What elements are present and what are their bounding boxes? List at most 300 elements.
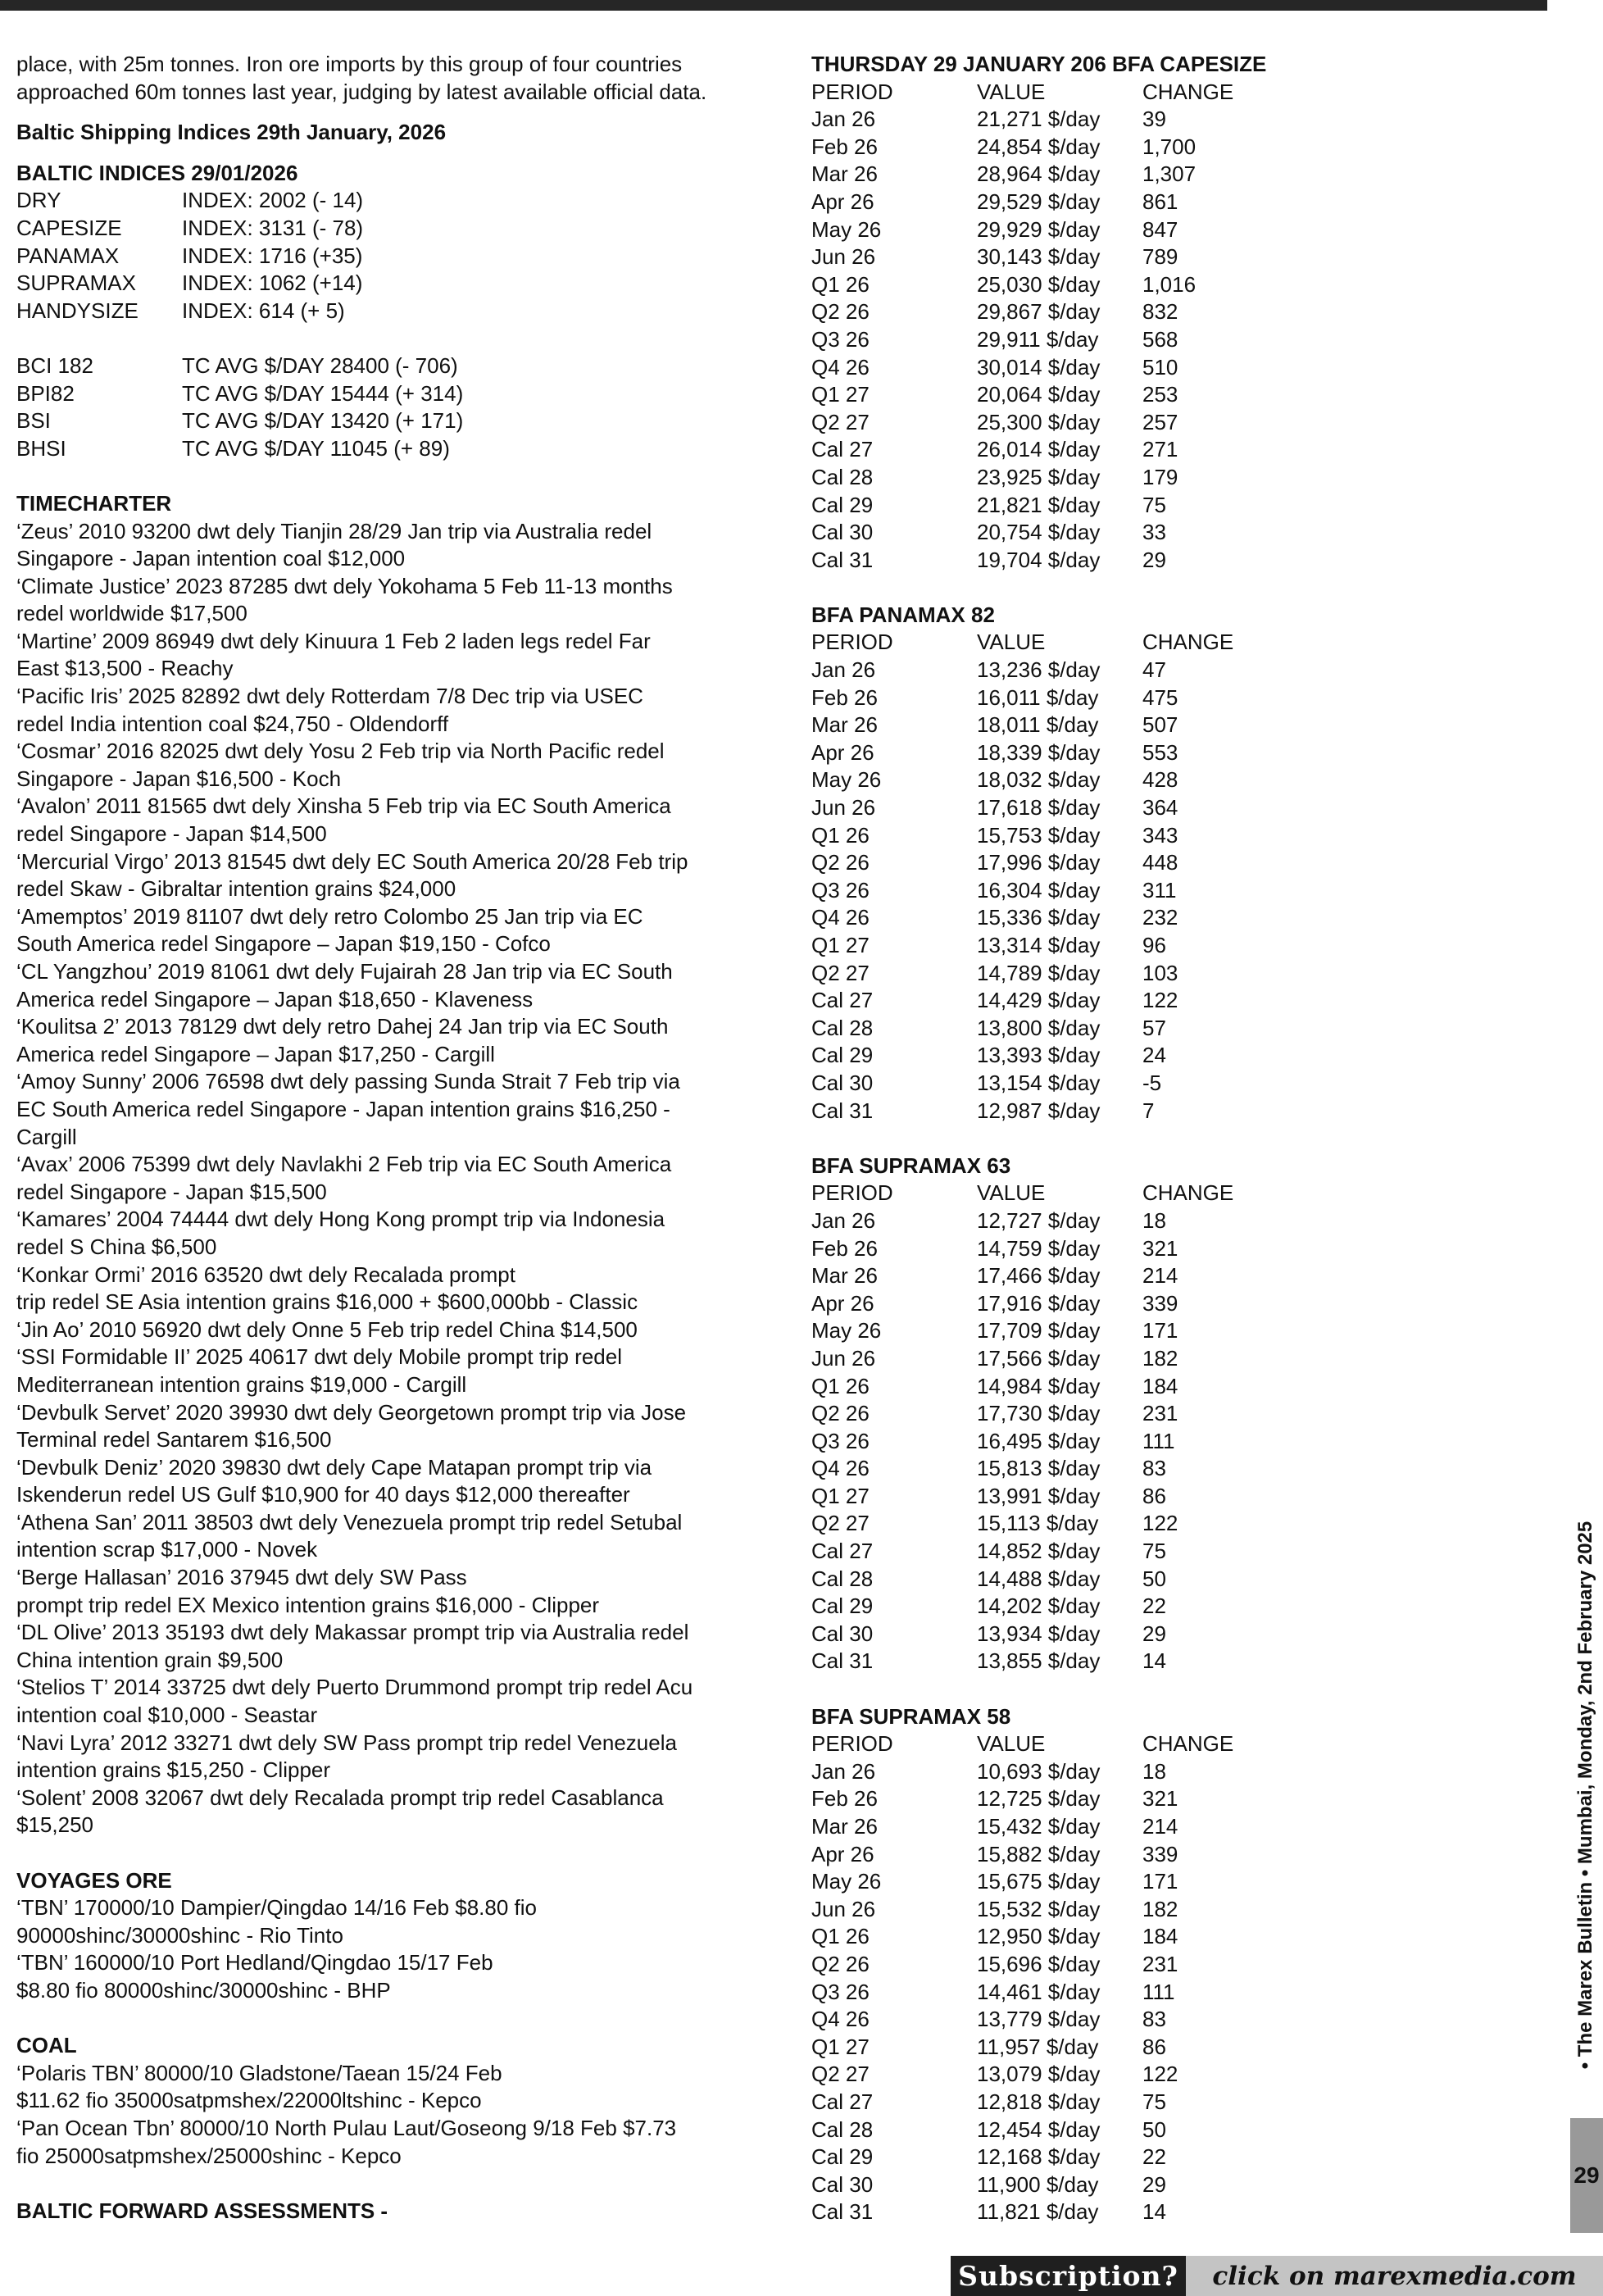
value-cell: 29,867 $/day (977, 299, 1101, 325)
bfa-table-row (811, 1345, 1385, 1373)
bfa-table-row (811, 1015, 1385, 1043)
timecharter-line: ‘Zeus’ 2010 93200 dwt dely Tianjin 28/29 Jan trip via Australia redel (16, 518, 652, 543)
tc-avg-row-value: TC AVG $/DAY 28400 (- 706) (182, 352, 458, 378)
value-cell: 11,900 $/day (977, 2171, 1099, 2197)
value-cell: 29,929 $/day (977, 216, 1101, 242)
period-cell: May 26 (811, 1869, 882, 1894)
bfa-table-row (811, 2006, 1385, 2034)
right-column (811, 51, 1385, 2226)
change-cell: 14 (1142, 2199, 1166, 2225)
index-row (16, 215, 754, 243)
timecharter-line: ‘SSI Formidable II’ 2025 40617 dwt dely Mobile prompt trip redel (16, 1344, 622, 1370)
change-cell: 29 (1142, 547, 1166, 572)
change-cell: 184 (1142, 1924, 1178, 1949)
bfa-table-row (811, 161, 1385, 189)
index-row-name: PANAMAX (16, 243, 120, 268)
timecharter-line: ‘Navi Lyra’ 2012 33271 dwt dely SW Pass prompt trip redel Venezuela (16, 1730, 677, 1755)
value-cell: 12,950 $/day (977, 1924, 1101, 1949)
change-cell: 83 (1142, 1456, 1166, 1481)
bfa-table-row (811, 657, 1385, 684)
period-cell: Feb 26 (811, 1786, 878, 1812)
timecharter-line: ‘Climate Justice’ 2023 87285 dwt dely Yokohama 5 Feb 11-13 months (16, 573, 673, 598)
bfa-table-row (811, 1648, 1385, 1675)
bfa-table (811, 1703, 1385, 2226)
change-cell: 83 (1142, 2007, 1166, 2032)
change-cell: 507 (1142, 712, 1178, 738)
bfa-table-row (811, 1979, 1385, 2007)
value-cell: 14,789 $/day (977, 960, 1101, 985)
value-cell: 26,014 $/day (977, 437, 1101, 462)
change-cell: 122 (1142, 2062, 1178, 2087)
bfa-table-row (811, 712, 1385, 739)
timecharter-line: intention grains $15,250 - Clipper (16, 1757, 331, 1783)
timecharter-line: prompt trip redel EX Mexico intention grains $16,000 - Clipper (16, 1592, 600, 1617)
column-header: CHANGE (1142, 79, 1234, 104)
value-cell: 14,852 $/day (977, 1539, 1101, 1564)
coal-line: fio 25000satpmshex/25000shinc - Kepco (16, 2143, 402, 2168)
value-cell: 18,339 $/day (977, 739, 1101, 765)
bfa-table-row (811, 436, 1385, 464)
change-cell: 122 (1142, 1511, 1178, 1536)
intro-paragraph (16, 51, 754, 106)
left-column (16, 51, 754, 2225)
change-cell: 14 (1142, 1648, 1166, 1674)
change-cell: 321 (1142, 1235, 1178, 1261)
period-cell: Cal 30 (811, 2171, 874, 2197)
period-cell: Cal 27 (811, 2089, 874, 2114)
change-cell: 29 (1142, 1621, 1166, 1646)
period-cell: Cal 31 (811, 2199, 874, 2225)
bfa-table-row (811, 1070, 1385, 1098)
value-cell: 17,466 $/day (977, 1263, 1101, 1289)
timecharter-line: ‘Avax’ 2006 75399 dwt dely Navlakhi 2 Feb trip via EC South America (16, 1152, 672, 1177)
tc-avg-row-value: TC AVG $/DAY 15444 (+ 314) (182, 380, 464, 406)
value-cell: 21,821 $/day (977, 492, 1101, 517)
value-cell: 20,064 $/day (977, 382, 1101, 407)
change-cell: 22 (1142, 2144, 1166, 2170)
index-row-name: DRY (16, 188, 61, 213)
change-cell: -5 (1142, 1070, 1162, 1095)
period-cell: Q2 27 (811, 2062, 870, 2087)
voyage-line: $8.80 fio 80000shinc/30000shinc - BHP (16, 1977, 391, 2003)
tc-avg-row (16, 435, 754, 463)
period-cell: Apr 26 (811, 739, 874, 765)
period-cell: Q2 27 (811, 409, 870, 434)
timecharter-line: ‘Jin Ao’ 2010 56920 dwt dely Onne 5 Feb trip redel China $14,500 (16, 1316, 638, 1342)
change-cell: 339 (1142, 1841, 1178, 1866)
change-cell: 364 (1142, 795, 1178, 821)
period-cell: May 26 (811, 1318, 882, 1344)
tc-avg-row-name: BHSI (16, 435, 66, 461)
timecharter-line: intention coal $10,000 - Seastar (16, 1703, 318, 1728)
value-cell: 14,429 $/day (977, 988, 1101, 1013)
change-cell: 86 (1142, 1483, 1166, 1508)
period-cell: Feb 26 (811, 1235, 878, 1261)
change-cell: 271 (1142, 437, 1178, 462)
change-cell: 86 (1142, 2034, 1166, 2059)
timecharter-line: Mediterranean intention grains $19,000 - Cargill (16, 1371, 467, 1397)
bfa-table-row (811, 1951, 1385, 1979)
change-cell: 18 (1142, 1207, 1166, 1233)
period-cell: Q2 27 (811, 960, 870, 985)
timecharter-line: redel S China $6,500 (16, 1234, 217, 1259)
change-cell: 231 (1142, 1951, 1178, 1976)
bfa-table-title: THURSDAY 29 JANUARY 206 BFA CAPESIZE (811, 52, 1267, 76)
change-cell: 553 (1142, 739, 1178, 765)
bfa-table-title: BFA PANAMAX 82 (811, 602, 995, 627)
marexmedia-link[interactable]: click on marexmedia.com (1186, 2256, 1603, 2296)
bfa-table-row (811, 492, 1385, 520)
value-cell: 13,800 $/day (977, 1015, 1101, 1040)
change-cell: 475 (1142, 684, 1178, 710)
tc-average-list (16, 352, 754, 462)
change-cell: 179 (1142, 464, 1178, 489)
column-header: VALUE (977, 79, 1046, 104)
period-cell: Q3 26 (811, 1979, 870, 2004)
change-cell: 182 (1142, 1345, 1178, 1371)
period-cell: Q4 26 (811, 354, 870, 380)
bfa-table-row (811, 766, 1385, 794)
bfa-table-row (811, 1455, 1385, 1483)
period-cell: Cal 29 (811, 2144, 874, 2170)
timecharter-line: ‘Devbulk Deniz’ 2020 39830 dwt dely Cape Matapan prompt trip via (16, 1454, 652, 1480)
timecharter-line: Cargill (16, 1124, 77, 1149)
bfa-table-row (811, 987, 1385, 1015)
tc-avg-row-name: BCI 182 (16, 352, 93, 378)
section-spacer (811, 1125, 1385, 1153)
value-cell: 13,393 $/day (977, 1043, 1101, 1068)
change-cell: 321 (1142, 1786, 1178, 1812)
value-cell: 17,916 $/day (977, 1290, 1101, 1316)
value-cell: 25,030 $/day (977, 271, 1101, 297)
bfa-table-header (811, 1730, 1385, 1758)
timecharter-line: ‘Koulitsa 2’ 2013 78129 dwt dely retro Dahej 24 Jan trip via EC South (16, 1014, 669, 1039)
change-cell: 122 (1142, 988, 1178, 1013)
change-cell: 861 (1142, 189, 1178, 214)
timecharter-line: ‘CL Yangzhou’ 2019 81061 dwt dely Fujairah 28 Jan trip via EC South (16, 959, 673, 984)
baltic-indices-date-heading: Baltic Shipping Indices 29th January, 2026 (16, 120, 447, 145)
tc-avg-row (16, 352, 754, 380)
change-cell: 184 (1142, 1373, 1178, 1398)
timecharter-line: ‘Amoy Sunny’ 2006 76598 dwt dely passing Sunda Strait 7 Feb trip via (16, 1069, 680, 1094)
intro-line: approached 60m tonnes last year, judging by latest available official data. (16, 79, 707, 104)
value-cell: 16,011 $/day (977, 684, 1099, 710)
bfa-table-row (811, 932, 1385, 960)
timecharter-heading: TIMECHARTER (16, 490, 172, 516)
timecharter-line: ‘Martine’ 2009 86949 dwt dely Kinuura 1 Feb 2 laden legs redel Far (16, 628, 651, 653)
timecharter-line: Singapore - Japan $16,500 - Koch (16, 766, 342, 791)
period-cell: Cal 28 (811, 1015, 874, 1040)
period-cell: Jun 26 (811, 795, 876, 821)
value-cell: 19,704 $/day (977, 547, 1101, 572)
voyage-line: ‘TBN’ 160000/10 Port Hedland/Qingdao 15/17 Feb (16, 1950, 493, 1975)
top-rule (0, 0, 1547, 11)
change-cell: 96 (1142, 933, 1166, 957)
change-cell: 75 (1142, 492, 1166, 517)
value-cell: 11,821 $/day (977, 2199, 1099, 2225)
bfa-table-row (811, 2144, 1385, 2171)
timecharter-line: ‘Avalon’ 2011 81565 dwt dely Xinsha 5 Feb trip via EC South America (16, 793, 671, 819)
period-cell: Cal 28 (811, 464, 874, 489)
tc-avg-row (16, 407, 754, 435)
bfa-table-row (811, 1566, 1385, 1594)
timecharter-line: Singapore - Japan intention coal $12,000 (16, 546, 406, 571)
bfa-table-row (811, 1510, 1385, 1538)
period-cell: Q2 26 (811, 850, 870, 875)
bfa-table-row (811, 904, 1385, 932)
bfa-table-row (811, 2116, 1385, 2144)
bfa-table-row (811, 519, 1385, 547)
period-cell: Cal 31 (811, 1648, 874, 1674)
period-cell: Jun 26 (811, 244, 876, 270)
value-cell: 17,730 $/day (977, 1401, 1101, 1426)
change-cell: 568 (1142, 326, 1178, 352)
change-cell: 847 (1142, 216, 1178, 242)
baltic-indices-list (16, 187, 754, 325)
change-cell: 111 (1142, 1428, 1175, 1453)
timecharter-line: ‘Stelios T’ 2014 33725 dwt dely Puerto Drummond prompt trip redel Acu (16, 1675, 693, 1700)
index-row-value: INDEX: 3131 (- 78) (182, 215, 364, 240)
period-cell: Cal 29 (811, 1594, 874, 1619)
value-cell: 15,113 $/day (977, 1511, 1099, 1536)
bfa-table-row (811, 1868, 1385, 1896)
period-cell: Jan 26 (811, 107, 876, 132)
period-cell: Q1 27 (811, 2034, 870, 2059)
column-header: PERIOD (811, 630, 893, 655)
period-cell: Q4 26 (811, 1456, 870, 1481)
value-cell: 24,854 $/day (977, 134, 1101, 159)
bfa-table-row (811, 1785, 1385, 1813)
timecharter-line: Terminal redel Santarem $16,500 (16, 1427, 332, 1453)
bfa-table-row (811, 684, 1385, 712)
period-cell: Q2 26 (811, 1951, 870, 1976)
bfa-table-row (811, 822, 1385, 850)
tc-avg-row-name: BSI (16, 408, 51, 434)
bfa-table-title: BFA SUPRAMAX 63 (811, 1153, 1011, 1178)
coal-line: $11.62 fio 35000satpmshex/22000ltshinc - Kepco (16, 2088, 482, 2113)
value-cell: 16,495 $/day (977, 1428, 1101, 1453)
period-cell: Mar 26 (811, 1263, 878, 1289)
change-cell: 171 (1142, 1869, 1178, 1894)
bfa-table (811, 602, 1385, 1125)
timecharter-line: America redel Singapore – Japan $17,250 - Cargill (16, 1041, 495, 1066)
change-cell: 789 (1142, 244, 1178, 270)
bfa-table-row (811, 794, 1385, 822)
period-cell: Mar 26 (811, 161, 878, 187)
change-cell: 18 (1142, 1758, 1166, 1784)
value-cell: 13,991 $/day (977, 1483, 1101, 1508)
value-cell: 15,753 $/day (977, 822, 1101, 848)
period-cell: Q1 26 (811, 1373, 870, 1398)
coal-line: ‘Pan Ocean Tbn’ 80000/10 North Pulau Laut/Goseong 9/18 Feb $7.73 (16, 2115, 677, 2140)
period-cell: Q1 26 (811, 271, 870, 297)
index-row (16, 298, 754, 325)
bfa-table (811, 51, 1385, 574)
bfa-table-row (811, 106, 1385, 134)
index-row-name: CAPESIZE (16, 215, 122, 240)
baltic-indices-heading: BALTIC INDICES 29/01/2026 (16, 160, 298, 185)
period-cell: Mar 26 (811, 712, 878, 738)
change-cell: 1,700 (1142, 134, 1197, 159)
intro-line: place, with 25m tonnes. Iron ore imports by this group of four countries (16, 52, 683, 76)
coal-fixtures (16, 2060, 754, 2170)
subscription-label: Subscription? (951, 2256, 1186, 2296)
page-number-tab (1570, 2118, 1603, 2233)
change-cell: 75 (1142, 2089, 1166, 2114)
index-row-value: INDEX: 2002 (- 14) (182, 188, 364, 213)
bfa-table-row (811, 326, 1385, 354)
timecharter-line: Iskenderun redel US Gulf $10,900 for 40 days $12,000 thereafter (16, 1482, 630, 1507)
period-cell: May 26 (811, 767, 882, 793)
period-cell: Cal 27 (811, 988, 874, 1013)
change-cell: 339 (1142, 1290, 1178, 1316)
period-cell: Cal 28 (811, 2116, 874, 2142)
period-cell: Cal 28 (811, 1566, 874, 1591)
bfa-table-header (811, 79, 1385, 107)
value-cell: 21,271 $/day (977, 107, 1101, 132)
change-cell: 50 (1142, 2116, 1166, 2142)
value-cell: 29,911 $/day (977, 326, 1099, 352)
bfa-table-title: BFA SUPRAMAX 58 (811, 1703, 1011, 1729)
index-row-value: INDEX: 1062 (+14) (182, 271, 363, 296)
timecharter-line: ‘Konkar Ormi’ 2016 63520 dwt dely Recalada prompt (16, 1262, 515, 1287)
period-cell: Jan 26 (811, 657, 876, 683)
bfa-table-row (811, 1262, 1385, 1290)
bfa-table-row (811, 1593, 1385, 1621)
period-cell: Q4 26 (811, 2007, 870, 2032)
value-cell: 30,014 $/day (977, 354, 1101, 380)
bfa-table-row (811, 2171, 1385, 2199)
period-cell: Cal 27 (811, 437, 874, 462)
value-cell: 18,032 $/day (977, 767, 1101, 793)
bfa-table-row (811, 189, 1385, 216)
subscription-banner[interactable] (951, 2256, 1603, 2296)
tc-avg-row-value: TC AVG $/DAY 13420 (+ 171) (182, 408, 464, 434)
bfa-table-row (811, 2089, 1385, 2116)
column-header: CHANGE (1142, 630, 1234, 655)
value-cell: 15,882 $/day (977, 1841, 1101, 1866)
change-cell: 39 (1142, 107, 1166, 132)
change-cell: 214 (1142, 1263, 1178, 1289)
index-row (16, 243, 754, 271)
change-cell: 1,016 (1142, 271, 1197, 297)
change-cell: 1,307 (1142, 161, 1197, 187)
bfa-table-row (811, 1758, 1385, 1786)
bfa-table-row (811, 409, 1385, 437)
change-cell: 257 (1142, 409, 1178, 434)
period-cell: Q2 26 (811, 299, 870, 325)
value-cell: 18,011 $/day (977, 712, 1099, 738)
period-cell: Apr 26 (811, 1290, 874, 1316)
value-cell: 14,984 $/day (977, 1373, 1101, 1398)
column-header: PERIOD (811, 1180, 893, 1206)
value-cell: 15,336 $/day (977, 905, 1101, 930)
change-cell: 231 (1142, 1401, 1178, 1426)
change-cell: 24 (1142, 1043, 1166, 1068)
period-cell: Jun 26 (811, 1345, 876, 1371)
period-cell: Cal 29 (811, 1043, 874, 1068)
value-cell: 14,488 $/day (977, 1566, 1101, 1591)
timecharter-line: redel worldwide $17,500 (16, 601, 247, 626)
value-cell: 15,675 $/day (977, 1869, 1101, 1894)
bfa-table-row (811, 1098, 1385, 1125)
value-cell: 29,529 $/day (977, 189, 1101, 214)
period-cell: Jan 26 (811, 1758, 876, 1784)
timecharter-line: ‘Amemptos’ 2019 81107 dwt dely retro Colombo 25 Jan trip via EC (16, 903, 643, 929)
period-cell: Q1 26 (811, 822, 870, 848)
bfa-table-row (811, 464, 1385, 492)
voyages-ore-fixtures (16, 1894, 754, 2004)
timecharter-line: trip redel SE Asia intention grains $16,000 + $600,000bb - Classic (16, 1289, 638, 1315)
value-cell: 17,566 $/day (977, 1345, 1101, 1371)
value-cell: 16,304 $/day (977, 877, 1101, 902)
timecharter-line: ‘Solent’ 2008 32067 dwt dely Recalada prompt trip redel Casablanca (16, 1785, 664, 1810)
change-cell: 47 (1142, 657, 1166, 683)
tc-avg-row-value: TC AVG $/DAY 11045 (+ 89) (182, 435, 450, 461)
timecharter-line: ‘Cosmar’ 2016 82025 dwt dely Yosu 2 Feb trip via North Pacific redel (16, 739, 665, 764)
change-cell: 50 (1142, 1566, 1166, 1591)
timecharter-line: South America redel Singapore – Japan $19,150 - Cofco (16, 931, 551, 957)
period-cell: Q4 26 (811, 905, 870, 930)
timecharter-line: intention scrap $17,000 - Novek (16, 1537, 318, 1562)
value-cell: 12,818 $/day (977, 2089, 1101, 2114)
bfa-table-row (811, 1896, 1385, 1924)
timecharter-line: ‘Athena San’ 2011 38503 dwt dely Venezuela prompt trip redel Setubal (16, 1509, 683, 1534)
period-cell: Cal 30 (811, 520, 874, 545)
value-cell: 12,987 $/day (977, 1098, 1101, 1123)
value-cell: 28,964 $/day (977, 161, 1101, 187)
value-cell: 13,779 $/day (977, 2007, 1101, 2032)
value-cell: 10,693 $/day (977, 1758, 1101, 1784)
value-cell: 15,432 $/day (977, 1814, 1101, 1839)
value-cell: 30,143 $/day (977, 244, 1101, 270)
change-cell: 57 (1142, 1015, 1166, 1040)
period-cell: Feb 26 (811, 684, 878, 710)
change-cell: 343 (1142, 822, 1178, 848)
value-cell: 15,813 $/day (977, 1456, 1101, 1481)
timecharter-line: ‘Berge Hallasan’ 2016 37945 dwt dely SW Pass (16, 1565, 467, 1590)
index-row-value: INDEX: 1716 (+35) (182, 243, 363, 268)
bfa-table-row (811, 1042, 1385, 1070)
timecharter-line: East $13,500 - Reachy (16, 656, 234, 681)
timecharter-line: $15,250 (16, 1812, 93, 1838)
bfa-table-row (811, 1317, 1385, 1345)
period-cell: May 26 (811, 216, 882, 242)
bfa-table-row (811, 1290, 1385, 1318)
index-row-name: HANDYSIZE (16, 298, 139, 323)
period-cell: Cal 27 (811, 1539, 874, 1564)
index-row (16, 187, 754, 215)
coal-heading: COAL (16, 2033, 77, 2058)
change-cell: 75 (1142, 1539, 1166, 1564)
period-cell: Cal 30 (811, 1621, 874, 1646)
index-row (16, 270, 754, 298)
bfa-table-row (811, 134, 1385, 161)
bfa-table-row (811, 298, 1385, 326)
timecharter-line: ‘Mercurial Virgo’ 2013 81545 dwt dely EC South America 20/28 Feb trip (16, 848, 688, 874)
period-cell: Q3 26 (811, 877, 870, 902)
value-cell: 13,934 $/day (977, 1621, 1101, 1646)
baltic-forward-assessments-heading: BALTIC FORWARD ASSESSMENTS - (16, 2198, 388, 2223)
bfa-table-row (811, 1538, 1385, 1566)
value-cell: 25,300 $/day (977, 409, 1101, 434)
voyage-line: ‘TBN’ 170000/10 Dampier/Qingdao 14/16 Feb $8.80 fio (16, 1895, 537, 1921)
value-cell: 15,696 $/day (977, 1951, 1101, 1976)
index-row-value: INDEX: 614 (+ 5) (182, 298, 345, 323)
column-header: VALUE (977, 1180, 1046, 1206)
change-cell: 33 (1142, 520, 1166, 545)
timecharter-line: ‘Kamares’ 2004 74444 dwt dely Hong Kong prompt trip via Indonesia (16, 1207, 665, 1232)
